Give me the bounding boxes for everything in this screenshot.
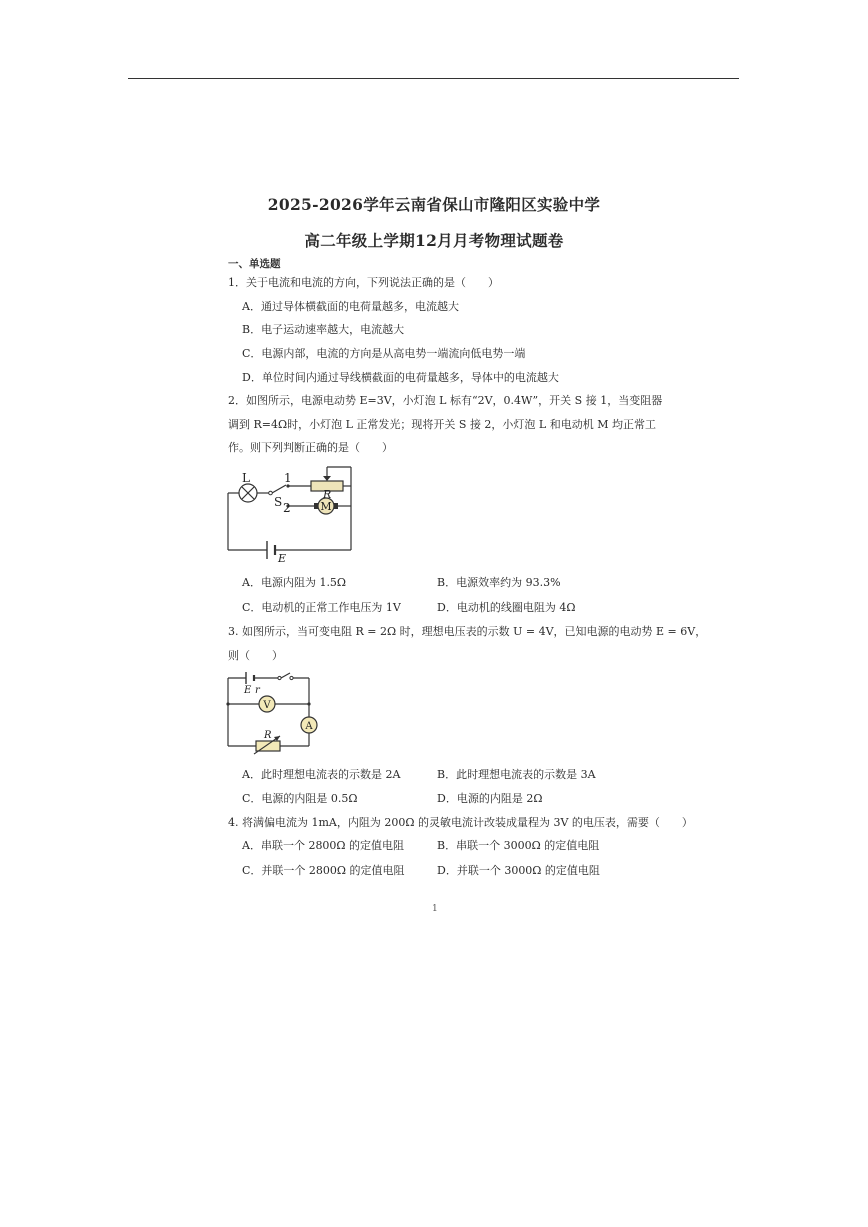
q2-option-c: C．电动机的正常工作电压为 1V [242,601,401,614]
q1-option-b: B．电子运动速率越大，电流越大 [242,323,405,336]
emf-label: E [278,552,287,565]
q1-stem: 1．关于电流和电流的方向，下列说法正确的是（ ） [228,276,499,289]
q3-circuit-diagram [222,670,322,750]
motor-label: M [320,500,332,513]
q3-stem-line-1: 3. 如图所示，当可变电阻 R = 2Ω 时，理想电压表的示数 U = 4V，已知电源的电动势 E = 6V， [228,625,707,638]
q3-option-d: D．电源的内阻是 2Ω [437,792,543,805]
q3-option-b: B．此时理想电流表的示数是 3A [437,768,596,781]
q2-stem-line-1: 2．如图所示，电源电动势 E=3V，小灯泡 L 标有“2V，0.4W”，开关 S 接 1，当变阻器 [228,394,663,407]
q2-option-b: B．电源效率约为 93.3% [437,576,561,589]
q4-option-a: A．串联一个 2800Ω 的定值电阻 [242,839,405,852]
title-line-2: 高二年级上学期12月月考物理试题卷 [304,231,564,250]
q4-option-b: B．串联一个 3000Ω 的定值电阻 [437,839,600,852]
resistor-label: R [264,730,272,741]
terminal-2-label: 2 [283,501,291,515]
emf-label: E [244,685,252,696]
q4-option-c: C．并联一个 2800Ω 的定值电阻 [242,864,405,877]
q2-circuit-diagram [222,458,362,565]
ammeter-label: A [305,721,313,732]
switch-label: S [274,495,283,509]
q2-stem-line-2: 调到 R=4Ω时，小灯泡 L 正常发光；现将开关 S 接 2，小灯泡 L 和电动机 M 均正常工 [228,418,656,431]
q3-option-a: A．此时理想电流表的示数是 2A [242,768,401,781]
q2-option-a: A．电源内阻为 1.5Ω [242,576,347,589]
q1-option-a: A．通过导体横截面的电荷量越多，电流越大 [242,300,459,313]
q4-option-d: D．并联一个 3000Ω 的定值电阻 [437,864,600,877]
q2-stem-line-3: 作。则下列判断正确的是（ ） [228,441,393,454]
q4-stem: 4. 将满偏电流为 1mA，内阻为 200Ω 的灵敏电流计改装成量程为 3V 的电压表，需要（ ） [228,816,693,829]
q1-option-c: C．电源内部，电流的方向是从高电势一端流向低电势一端 [242,347,526,360]
q2-option-d: D．电动机的线圈电阻为 4Ω [437,601,576,614]
page-number: 1 [432,904,438,914]
header-rule [128,78,739,79]
terminal-1-label: 1 [284,471,292,485]
voltmeter-label: V [263,700,271,711]
q3-stem-line-2: 则（ ） [228,649,283,662]
rheostat-label: R [323,488,332,501]
title-line-1: 2025-2026学年云南省保山市隆阳区实验中学 [267,195,601,214]
q3-option-c: C．电源的内阻是 0.5Ω [242,792,358,805]
q1-option-d: D．单位时间内通过导线横截面的电荷量越多，导体中的电流越大 [242,371,559,384]
section-heading: 一、单选题 [228,258,281,270]
lamp-label: L [242,471,250,485]
internal-resistance-label: r [255,685,260,696]
